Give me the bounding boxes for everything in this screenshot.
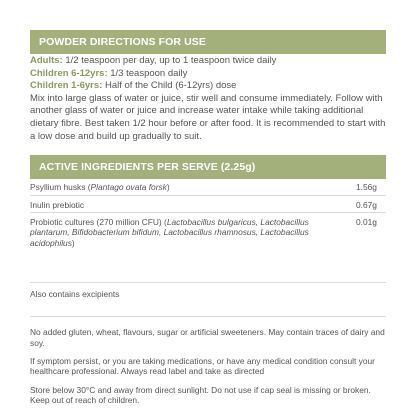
ingredient-row — [30, 196, 386, 213]
children-younger-dose — [30, 80, 386, 93]
ingredient-amount: 0.67g — [356, 200, 377, 211]
adults-text: 1/2 teaspoon per day, up to 1 teaspoon twice daily — [62, 55, 277, 66]
excipients-note: Also contains excipients — [30, 283, 386, 317]
ingredient-name-text: Probiotic cultures (270 million CFU) ( — [30, 217, 167, 228]
ingredient-name — [30, 200, 356, 210]
children-younger-label: Children 1-6yrs: — [30, 80, 103, 92]
ingredient-name-text: Psyllium husks ( — [30, 182, 91, 193]
product-label — [30, 30, 386, 406]
directions-instructions: Mix into large glass of water or juice, stir well and consume immediately. Follow with another glass of water or juice and increase water intake while taking additional dietary fibre. Best taken 1/2 hour before or after food. It is recommended to start with a low dose and build up gradually to suit. — [30, 92, 386, 142]
ingredient-name-text: Inulin prebiotic — [30, 200, 85, 211]
allergen-note: No added gluten, wheat, flavours, sugar or artificial sweeteners. May contain traces of dairy and soy. — [30, 327, 385, 348]
ingredient-latin-name: Lactobacillus bulgaricus, Lactobacillus plantarum, Bifidobacterium bifidum, Lactobacillus rhamnosus, Lactobacillus acidophilus — [30, 217, 309, 248]
ingredient-amount: 1.56g — [356, 182, 377, 193]
directions-header: POWDER DIRECTIONS FOR USE — [30, 30, 386, 54]
ingredients-header: ACTIVE INGREDIENTS PER SERVE (2.25g) — [30, 155, 386, 179]
ingredient-amount: 0.01g — [356, 217, 377, 228]
ingredient-latin-name: Plantago ovata forsk — [90, 182, 167, 193]
adults-dose — [30, 55, 386, 68]
children-older-dose — [30, 68, 386, 81]
children-older-label: Children 6-12yrs: — [30, 67, 108, 79]
ingredient-row — [30, 213, 386, 283]
ingredient-name-tail: ) — [166, 182, 170, 193]
ingredient-row — [30, 179, 386, 196]
children-younger-text: Half of the Child (6-12yrs) dose — [102, 80, 237, 92]
ingredients-table — [30, 179, 386, 317]
storage-note: Store below 30°C and away from direct sunlight. Do not use if cap seal is missing or broken. Keep out of reach of children. — [30, 384, 371, 406]
label-notes — [30, 327, 386, 405]
adults-label: Adults: — [30, 55, 63, 66]
ingredient-name — [30, 217, 356, 248]
ingredient-name — [30, 182, 356, 192]
children-older-text: 1/3 teaspoon daily — [107, 67, 188, 79]
ingredient-name-tail: ) — [71, 237, 75, 248]
directions-body — [30, 54, 386, 143]
medical-warning: If symptom persist, or you are taking medications, or have any medical condition consult your healthcare professional. Always read label and take as directed — [30, 355, 375, 377]
